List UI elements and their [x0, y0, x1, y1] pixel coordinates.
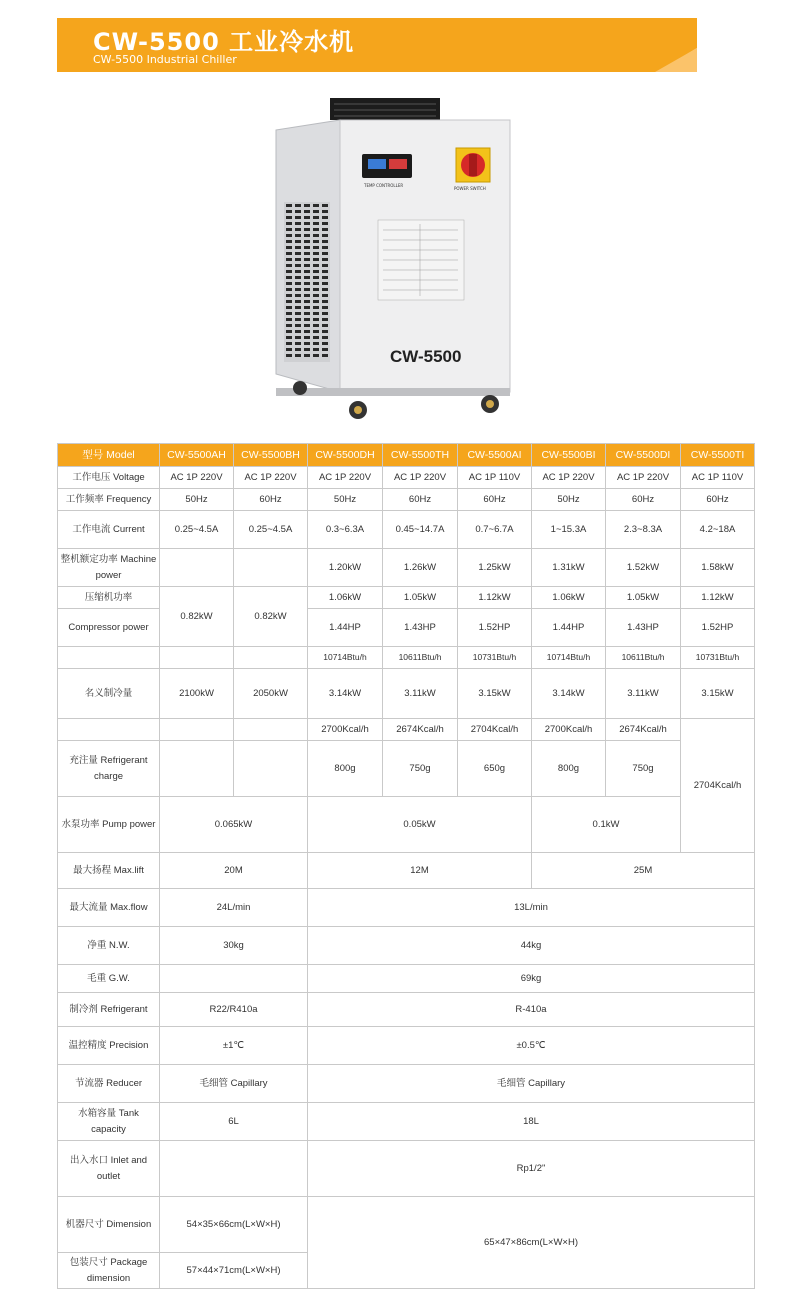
model-label: CW-5500: [390, 347, 462, 366]
cell: Rp1/2": [308, 1141, 755, 1197]
cell: 1.12kW: [681, 587, 755, 609]
cell: 4.2~18A: [681, 511, 755, 549]
cell: 0.82kW: [160, 587, 234, 647]
cell: 60Hz: [458, 489, 532, 511]
cell: 2704Kcal/h: [681, 719, 755, 853]
nw-row: [58, 927, 755, 965]
cell: 0.25~4.5A: [234, 511, 308, 549]
cell: 57×44×71cm(L×W×H): [160, 1253, 308, 1289]
cell: 650g: [458, 741, 532, 797]
header-cell: 型号 Model: [58, 444, 160, 467]
empty-cell: [160, 741, 234, 797]
row-label: 充注量 Refrigerant charge: [58, 741, 160, 797]
cell: 10611Btu/h: [383, 647, 458, 669]
cell: 毛细管 Capillary: [160, 1065, 308, 1103]
row-label: 出入水口 Inlet and outlet: [58, 1141, 160, 1197]
row-label: 温控精度 Precision: [58, 1027, 160, 1065]
cell: 3.11kW: [606, 669, 681, 719]
frequency-row: [58, 489, 755, 511]
cell: 3.15kW: [681, 669, 755, 719]
gw-row: [58, 965, 755, 993]
cell: 1.05kW: [606, 587, 681, 609]
cell: AC 1P 220V: [308, 467, 383, 489]
cell: 10611Btu/h: [606, 647, 681, 669]
cell: 20M: [160, 853, 308, 889]
row-label: 节流器 Reducer: [58, 1065, 160, 1103]
cell: 3.14kW: [308, 669, 383, 719]
cell: 1.52HP: [681, 609, 755, 647]
banner-title: CW-5500 工业冷水机: [93, 28, 355, 56]
max-flow-row: [58, 889, 755, 927]
cell: 1.20kW: [308, 549, 383, 587]
cell: AC 1P 220V: [160, 467, 234, 489]
cell: 13L/min: [308, 889, 755, 927]
refrigerant-row: [58, 993, 755, 1027]
cell: 3.11kW: [383, 669, 458, 719]
cell: AC 1P 110V: [458, 467, 532, 489]
current-row: [58, 511, 755, 549]
cell: 1.43HP: [383, 609, 458, 647]
cell: 800g: [308, 741, 383, 797]
cell: 0.7~6.7A: [458, 511, 532, 549]
cell: 69kg: [308, 965, 755, 993]
cell: 10731Btu/h: [458, 647, 532, 669]
row-label: 工作频率 Frequency: [58, 489, 160, 511]
inlet-row: [58, 1141, 755, 1197]
row-label: 水泵功率 Pump power: [58, 797, 160, 853]
cell: 1.43HP: [606, 609, 681, 647]
switch-label: POWER SWITCH: [454, 186, 486, 191]
empty-cell: [58, 647, 160, 669]
cell: AC 1P 220V: [234, 467, 308, 489]
header-row: [58, 444, 755, 467]
cell: 750g: [606, 741, 681, 797]
row-label: 毛重 G.W.: [58, 965, 160, 993]
cell: 0.25~4.5A: [160, 511, 234, 549]
max-lift-row: [58, 853, 755, 889]
cell: 50Hz: [308, 489, 383, 511]
empty-cell: [160, 647, 234, 669]
dimension-row: [58, 1197, 755, 1253]
controller-label: TEMP CONTROLLER: [364, 183, 404, 188]
row-label: 名义制冷量: [58, 669, 160, 719]
cell: AC 1P 220V: [606, 467, 681, 489]
cell: 2700Kcal/h: [308, 719, 383, 741]
header-cell: CW-5500DI: [606, 444, 681, 467]
title-banner: [57, 18, 697, 72]
cell: 3.14kW: [532, 669, 606, 719]
cell: 1.44HP: [532, 609, 606, 647]
cell: 1.52kW: [606, 549, 681, 587]
cell: 1.05kW: [383, 587, 458, 609]
header-cell: CW-5500TI: [681, 444, 755, 467]
row-label: 最大扬程 Max.lift: [58, 853, 160, 889]
cooling-kcal-row: [58, 719, 755, 741]
banner-subtitle: CW-5500 Industrial Chiller: [93, 53, 237, 66]
cell: 6L: [160, 1103, 308, 1141]
cell: 44kg: [308, 927, 755, 965]
cell: 800g: [532, 741, 606, 797]
row-label: 净重 N.W.: [58, 927, 160, 965]
row-label: Compressor power: [58, 609, 160, 647]
cell: 60Hz: [234, 489, 308, 511]
row-label: 工作电流 Current: [58, 511, 160, 549]
empty-cell: [234, 647, 308, 669]
compressor-kw-row: [58, 587, 755, 609]
cooling-btu-row: [58, 647, 755, 669]
cell: 24L/min: [160, 889, 308, 927]
pump-power-row: [58, 797, 755, 853]
cell: 2700Kcal/h: [532, 719, 606, 741]
row-label: 包装尺寸 Package dimension: [58, 1253, 160, 1289]
header-cell: CW-5500BH: [234, 444, 308, 467]
cell: 25M: [532, 853, 755, 889]
spec-table: [57, 443, 755, 1289]
row-label: 水箱容量 Tank capacity: [58, 1103, 160, 1141]
empty-cell: [160, 549, 234, 587]
empty-cell: [234, 719, 308, 741]
cell: 0.3~6.3A: [308, 511, 383, 549]
cell: 10731Btu/h: [681, 647, 755, 669]
cell: 1.58kW: [681, 549, 755, 587]
cell: 65×47×86cm(L×W×H): [308, 1197, 755, 1289]
cell: 60Hz: [383, 489, 458, 511]
empty-cell: [160, 965, 308, 993]
empty-cell: [160, 1141, 308, 1197]
empty-cell: [234, 549, 308, 587]
header-cell: CW-5500DH: [308, 444, 383, 467]
cell: AC 1P 220V: [532, 467, 606, 489]
cell: 毛细管 Capillary: [308, 1065, 755, 1103]
cell: AC 1P 110V: [681, 467, 755, 489]
cell: 2100kW: [160, 669, 234, 719]
empty-cell: [160, 719, 234, 741]
cell: 12M: [308, 853, 532, 889]
cell: R22/R410a: [160, 993, 308, 1027]
cell: 1~15.3A: [532, 511, 606, 549]
header-cell: CW-5500BI: [532, 444, 606, 467]
cell: 1.06kW: [532, 587, 606, 609]
cell: 1.26kW: [383, 549, 458, 587]
product-photo: [268, 92, 518, 432]
cell: 1.44HP: [308, 609, 383, 647]
cell: R-410a: [308, 993, 755, 1027]
row-label: 工作电压 Voltage: [58, 467, 160, 489]
reducer-row: [58, 1065, 755, 1103]
row-label: 最大流量 Max.flow: [58, 889, 160, 927]
cell: 10714Btu/h: [308, 647, 383, 669]
precision-row: [58, 1027, 755, 1065]
cell: 18L: [308, 1103, 755, 1141]
cell: 2704Kcal/h: [458, 719, 532, 741]
row-label: 压缩机功率: [58, 587, 160, 609]
cell: 60Hz: [606, 489, 681, 511]
cell: 30kg: [160, 927, 308, 965]
row-label: 制冷剂 Refrigerant: [58, 993, 160, 1027]
cell: 1.52HP: [458, 609, 532, 647]
cell: 2674Kcal/h: [606, 719, 681, 741]
empty-cell: [58, 719, 160, 741]
empty-cell: [234, 741, 308, 797]
cell: ±1℃: [160, 1027, 308, 1065]
voltage-row: [58, 467, 755, 489]
refrigerant-charge-row: [58, 741, 755, 797]
cell: 50Hz: [532, 489, 606, 511]
cell: 60Hz: [681, 489, 755, 511]
cell: 54×35×66cm(L×W×H): [160, 1197, 308, 1253]
row-label: 机器尺寸 Dimension: [58, 1197, 160, 1253]
cell: AC 1P 220V: [383, 467, 458, 489]
cell: 0.1kW: [532, 797, 681, 853]
cell: 2.3~8.3A: [606, 511, 681, 549]
cell: 0.82kW: [234, 587, 308, 647]
cell: 1.12kW: [458, 587, 532, 609]
cell: 2050kW: [234, 669, 308, 719]
cooling-kw-row: [58, 669, 755, 719]
tank-row: [58, 1103, 755, 1141]
cell: 0.05kW: [308, 797, 532, 853]
machine-power-row: [58, 549, 755, 587]
row-label: 整机额定功率 Machine power: [58, 549, 160, 587]
header-cell: CW-5500TH: [383, 444, 458, 467]
cell: 1.25kW: [458, 549, 532, 587]
cell: ±0.5℃: [308, 1027, 755, 1065]
cell: 0.065kW: [160, 797, 308, 853]
cell: 10714Btu/h: [532, 647, 606, 669]
header-cell: CW-5500AI: [458, 444, 532, 467]
cell: 3.15kW: [458, 669, 532, 719]
cell: 50Hz: [160, 489, 234, 511]
header-cell: CW-5500AH: [160, 444, 234, 467]
cell: 2674Kcal/h: [383, 719, 458, 741]
cell: 1.06kW: [308, 587, 383, 609]
cell: 1.31kW: [532, 549, 606, 587]
cell: 0.45~14.7A: [383, 511, 458, 549]
cell: 750g: [383, 741, 458, 797]
